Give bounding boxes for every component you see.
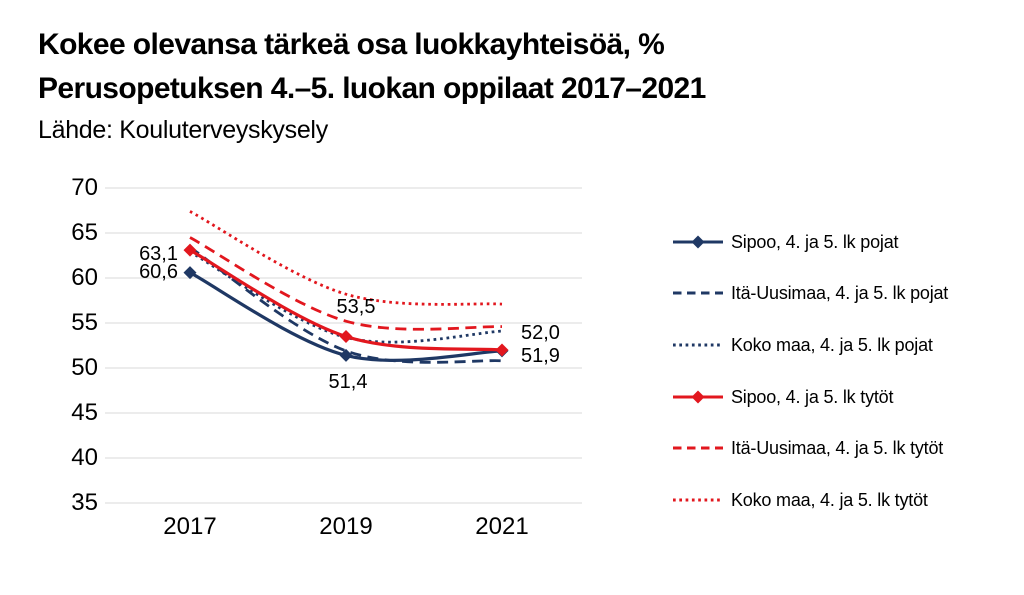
- y-axis-tick: 65: [71, 219, 98, 246]
- data-label: 52,0: [521, 322, 560, 344]
- legend-line-sample-icon: [672, 492, 724, 508]
- legend-item-koko-maa-tytot: [672, 488, 928, 512]
- legend-line-sample-icon: [672, 337, 724, 353]
- x-axis-tick: 2019: [319, 513, 373, 540]
- legend-label: Itä-Uusimaa, 4. ja 5. lk tytöt: [731, 438, 944, 458]
- data-label: 63,1: [139, 243, 178, 265]
- legend-item-ita-uusimaa-tytot: [672, 436, 943, 460]
- line-chart-canvas: [105, 180, 583, 510]
- data-label: 53,5: [336, 296, 376, 318]
- legend-label: Sipoo, 4. ja 5. lk pojat: [731, 232, 899, 252]
- y-axis-tick: 35: [71, 489, 98, 516]
- y-axis-tick: 60: [71, 264, 98, 291]
- y-axis-tick: 45: [71, 399, 98, 426]
- legend-label: Itä-Uusimaa, 4. ja 5. lk pojat: [731, 283, 949, 303]
- chart-source: Lähde: Kouluterveyskysely: [38, 116, 328, 144]
- y-axis-tick: 70: [71, 174, 98, 201]
- data-label: 60,6: [139, 261, 178, 283]
- legend-line-sample-icon: [672, 285, 724, 301]
- x-axis-tick: 2017: [163, 513, 217, 540]
- legend-label: Sipoo, 4. ja 5. lk tytöt: [731, 387, 894, 407]
- data-label: 51,4: [328, 371, 368, 393]
- legend-label: Koko maa, 4. ja 5. lk pojat: [731, 335, 933, 355]
- data-label: 51,9: [521, 345, 560, 367]
- legend-item-ita-uusimaa-pojat: [672, 281, 948, 305]
- legend-line-sample-icon: [672, 234, 724, 250]
- chart-title: Kokee olevansa tärkeä osa luokkayhteisöä, %: [38, 28, 665, 61]
- y-axis-tick: 55: [71, 309, 98, 336]
- chart-subtitle: Perusopetuksen 4.–5. luokan oppilaat 2017–2021: [38, 72, 706, 105]
- y-axis-tick: 50: [71, 354, 98, 381]
- legend-item-koko-maa-pojat: [672, 333, 933, 357]
- legend-line-sample-icon: [672, 440, 724, 456]
- legend-line-sample-icon: [672, 389, 724, 405]
- legend-item-sipoo-tytot: [672, 385, 893, 409]
- y-axis-tick: 40: [71, 444, 98, 471]
- legend-label: Koko maa, 4. ja 5. lk tytöt: [731, 490, 928, 510]
- x-axis-tick: 2021: [475, 513, 529, 540]
- legend-item-sipoo-pojat: [672, 230, 898, 254]
